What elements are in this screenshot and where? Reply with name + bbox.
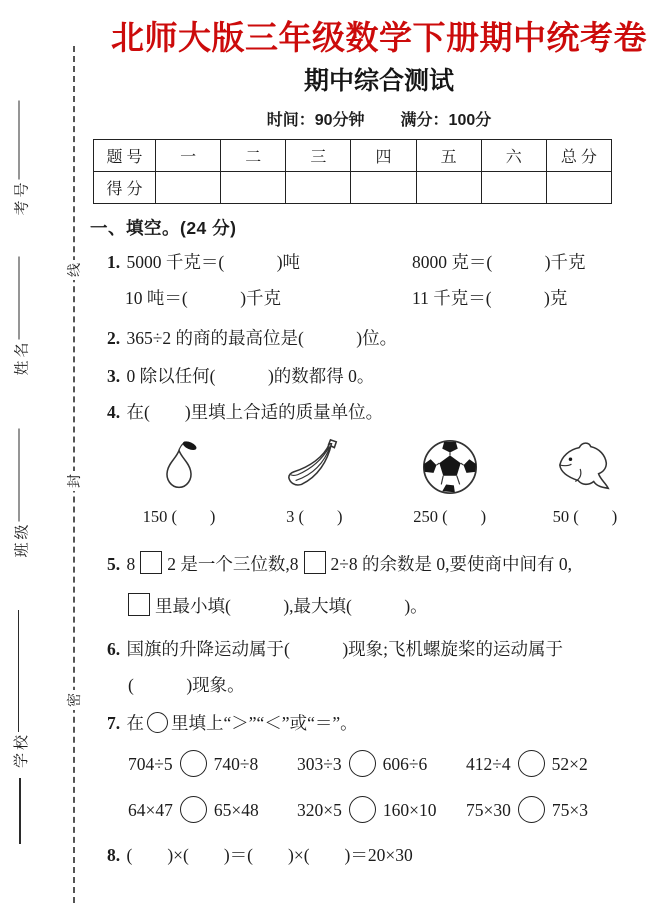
question-6-line-2: ( )现象。 — [128, 674, 245, 695]
question-7-instruction: 7. 在 里填上“＞”“＜”或“＝”。 — [107, 712, 358, 733]
score-cell — [416, 171, 481, 203]
col-part-1: 一 — [156, 139, 221, 171]
seal-char-feng: 封 — [64, 471, 84, 491]
paper-subtitle: 期中综合测试 — [303, 66, 454, 95]
score-row-label: 得 分 — [94, 171, 156, 203]
dolphin-icon — [554, 436, 616, 498]
comparison-circle — [180, 796, 207, 823]
comparison-circle — [349, 750, 376, 777]
name-blank-line — [19, 257, 20, 340]
exam-number-label: 考号 — [14, 179, 30, 216]
comparison-circle — [518, 796, 545, 823]
score-cell — [221, 171, 286, 203]
comparison-circle — [180, 750, 207, 777]
school-blank-line — [18, 610, 19, 732]
q5-blank-box — [304, 551, 326, 574]
q1-number: 1. — [107, 251, 121, 272]
q4-answer-soccer: 250 ( ) — [413, 506, 487, 526]
comparison-item: 75×30 75×3 — [466, 787, 668, 833]
comparison-item: 303÷3 606÷6 — [297, 741, 466, 787]
q4-item-dolphin — [526, 436, 644, 527]
col-question-number: 题 号 — [94, 139, 156, 171]
q7-sample-circle — [147, 712, 168, 733]
q7-number: 7. — [107, 712, 121, 733]
name-field — [10, 257, 32, 376]
section-one-heading: 一、填空。(24 分) — [90, 217, 237, 238]
time-limit: 时间：90分钟 — [266, 111, 365, 129]
score-cell-total — [546, 171, 611, 203]
question-8: 8. ( )×( )＝( )×( )＝20×30 — [107, 844, 413, 865]
score-table-score-row — [94, 171, 612, 203]
q4-answer-banana: 3 ( ) — [286, 506, 343, 526]
question-6-line-1: 6. 国旗的升降运动属于( )现象;飞机螺旋桨的运动属于 — [107, 638, 564, 659]
class-label: 班级 — [14, 521, 30, 558]
class-blank-line — [19, 429, 20, 522]
comparison-item: 320×5 160×10 — [297, 787, 466, 833]
question-1 — [90, 244, 668, 316]
exam-number-blank-line — [19, 101, 20, 180]
score-cell — [351, 171, 416, 203]
question-2: 2. 365÷2 的商的最高位是( )位。 — [107, 327, 398, 348]
school-field — [9, 610, 31, 768]
class-field — [10, 429, 32, 558]
q4-item-pear — [120, 436, 238, 527]
seal-char-mi: 密 — [64, 690, 84, 710]
q2-number: 2. — [107, 327, 121, 348]
question-3: 3. 0 除以任何( )的数都得 0。 — [107, 365, 375, 386]
score-cell — [481, 171, 546, 203]
q1-item-4: 11 千克＝( )克 — [412, 287, 568, 308]
comparison-item: 704÷5 740÷8 — [128, 741, 297, 787]
paper-meta — [90, 107, 668, 130]
q7-comparison-row-1 — [90, 741, 668, 787]
score-cell — [156, 171, 221, 203]
col-part-5: 五 — [416, 139, 481, 171]
full-score: 满分：100分 — [400, 111, 492, 129]
col-total: 总 分 — [546, 139, 611, 171]
q4-answer-dolphin: 50 ( ) — [552, 506, 618, 526]
name-label: 姓名 — [14, 339, 30, 376]
comparison-circle — [349, 796, 376, 823]
exam-number-field — [10, 101, 32, 216]
q3-number: 3. — [107, 365, 121, 386]
q5-blank-box — [128, 593, 150, 616]
col-part-6: 六 — [481, 139, 546, 171]
q1-item-2: 8000 克＝( )千克 — [412, 251, 586, 272]
pear-icon — [148, 436, 210, 498]
score-table-header-row — [94, 139, 612, 171]
col-part-3: 三 — [286, 139, 351, 171]
q6-number: 6. — [107, 638, 121, 659]
paper-title: 北师大版三年级数学下册期中统考卷 — [111, 19, 647, 56]
q4-number: 4. — [107, 401, 121, 422]
q4-figure-row — [90, 430, 668, 527]
q1-item-1: 1. 5000 千克＝( )吨 — [107, 251, 301, 272]
score-cell — [286, 171, 351, 203]
question-4: 4. 在( )里填上合适的质量单位。 — [107, 401, 384, 422]
seal-char-xian: 线 — [64, 260, 84, 280]
col-part-2: 二 — [221, 139, 286, 171]
q1-item-3: 10 吨＝( )千克 — [125, 287, 282, 308]
school-label: 学校 — [13, 731, 30, 768]
comparison-item: 412÷4 52×2 — [466, 741, 668, 787]
comparison-circle — [518, 750, 545, 777]
score-table — [93, 139, 612, 204]
q5-blank-box — [140, 551, 162, 574]
q4-item-soccer — [391, 436, 509, 527]
comparison-item: 64×47 65×48 — [128, 787, 297, 833]
q7-comparison-row-2 — [90, 787, 668, 833]
q5-number: 5. — [107, 553, 121, 574]
col-part-4: 四 — [351, 139, 416, 171]
q4-item-banana — [255, 436, 373, 527]
school-blank-line-extra — [19, 778, 21, 844]
banana-icon — [283, 436, 345, 498]
q4-answer-pear: 150 ( ) — [142, 506, 216, 526]
main-content — [90, 0, 668, 873]
soccer-ball-icon — [419, 436, 481, 498]
question-5-line-2: 里最小填( ),最大填( )。 — [90, 585, 668, 627]
q8-number: 8. — [107, 844, 121, 865]
question-5-line-1: 5. 8 2 是一个三位数,8 2÷8 的余数是 0,要使商中间有 0, — [90, 543, 668, 585]
